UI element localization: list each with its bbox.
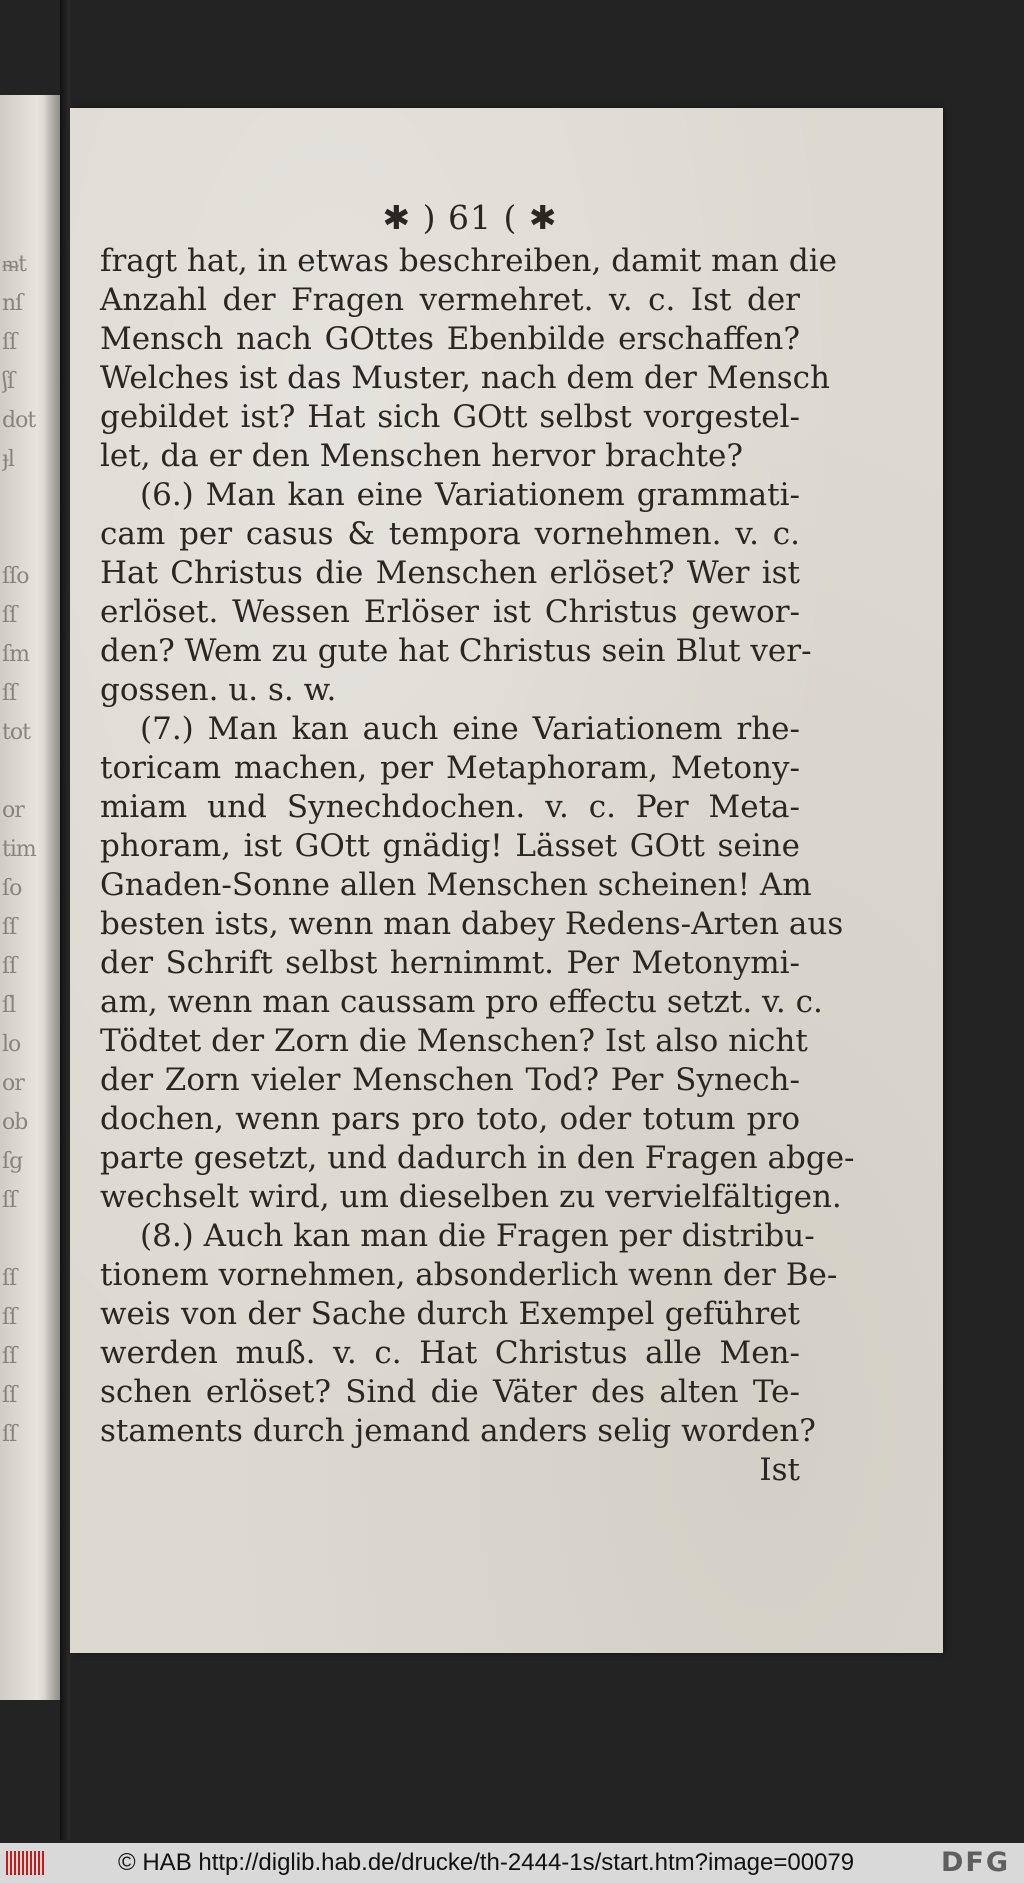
body-text <box>100 242 855 1451</box>
fragment-line: ɟl <box>2 447 14 472</box>
footer-credit-link[interactable]: © HAB http://diglib.hab.de/drucke/th-2444-1s/start.htm?image=00079 <box>118 1849 855 1876</box>
text-line: erlöset. Wessen Erlöser ist Christus gewor- <box>100 594 800 630</box>
fragment-line <box>2 1220 50 1259</box>
text-line: (7.) Man kan auch eine Variationem rhe- <box>140 711 800 747</box>
text-line: dochen, wenn pars pro toto, oder totum pro <box>100 1101 800 1137</box>
text-line: wechselt wird, um dieselben zu vervielfältigen. <box>100 1179 842 1215</box>
text-line: gebildet ist? Hat sich GOtt selbst vorgestel- <box>100 399 800 435</box>
page-text-block <box>100 198 855 1490</box>
text-line: fragt hat, in etwas beschreiben, damit man die <box>100 243 837 279</box>
text-line: werden muß. v. c. Hat Christus alle Men- <box>100 1335 800 1371</box>
text-line: parte gesetzt, und dadurch in den Fragen abge- <box>100 1140 855 1176</box>
fragment-line: ſl <box>2 993 16 1018</box>
fragment-line: or <box>2 798 24 823</box>
text-line: staments durch jemand anders selig worden? <box>100 1413 816 1449</box>
previous-page-fragments <box>2 245 50 1454</box>
fragment-line <box>2 518 50 557</box>
text-line: toricam machen, per Metaphoram, Metony- <box>100 750 800 786</box>
fragment-line: ſg <box>2 1149 23 1174</box>
fragment-line: ſſ <box>2 954 17 979</box>
fragment-line: nſ <box>2 291 23 316</box>
dfg-logo: DFG <box>940 1847 1010 1878</box>
page-header: ✱ ) 61 ( ✱ <box>382 198 558 237</box>
fragment-line <box>2 479 50 518</box>
text-line: Anzahl der Fragen vermehret. v. c. Ist der <box>100 282 800 318</box>
barcode-icon <box>6 1851 46 1875</box>
fragment-line: ſſ <box>2 681 17 706</box>
text-line: besten ists, wenn man dabey Redens-Arten aus <box>100 906 844 942</box>
fragment-line: ob <box>2 1110 28 1135</box>
fragment-line: ſſ <box>2 1344 17 1369</box>
text-line: am, wenn man caussam pro effectu setzt. v. c. <box>100 984 823 1020</box>
text-line: Tödtet der Zorn die Menschen? Ist also nicht <box>100 1023 808 1059</box>
fragment-line: lo <box>2 1032 21 1057</box>
text-line: Gnaden-Sonne allen Menschen scheinen! Am <box>100 867 812 903</box>
footer-bar <box>0 1843 1024 1883</box>
book-gutter <box>60 0 70 1840</box>
fragment-line: ſſ <box>2 1422 17 1447</box>
fragment-line: ſſ <box>2 1305 17 1330</box>
fragment-line: ſſ <box>2 603 17 628</box>
catchword: Ist <box>759 1452 800 1488</box>
text-line: (6.) Man kan eine Variationem grammati- <box>140 477 800 513</box>
text-line: der Zorn vieler Menschen Tod? Per Synech- <box>100 1062 800 1098</box>
scanned-page <box>70 108 943 1653</box>
text-line: gossen. u. s. w. <box>100 672 337 708</box>
fragment-line: ᵯt <box>2 252 26 277</box>
text-line: let, da er den Menschen hervor brachte? <box>100 438 743 474</box>
fragment-line <box>2 752 50 791</box>
previous-page-edge <box>0 95 62 1700</box>
fragment-line: dot <box>2 408 36 433</box>
fragment-line: ſo <box>2 876 22 901</box>
text-line: (8.) Auch kan man die Fragen per distribu- <box>140 1218 815 1254</box>
fragment-line: ſſ <box>2 1383 17 1408</box>
fragment-line: ſſ <box>2 1188 17 1213</box>
fragment-line: tim <box>2 837 36 862</box>
fragment-line: ſſ <box>2 330 17 355</box>
text-line: tionem vornehmen, absonderlich wenn der Be- <box>100 1257 838 1293</box>
fragment-line: ſſ <box>2 1266 17 1291</box>
fragment-line: ſſo <box>2 564 29 589</box>
text-line: Welches ist das Muster, nach dem der Mensch <box>100 360 831 396</box>
fragment-line: tot <box>2 720 30 745</box>
fragment-line: or <box>2 1071 24 1096</box>
text-line: Hat Christus die Menschen erlöset? Wer ist <box>100 555 800 591</box>
text-line: weis von der Sache durch Exempel geführet <box>100 1296 800 1332</box>
text-line: der Schrift selbst hernimmt. Per Metonymi- <box>100 945 800 981</box>
fragment-line: ʃſ <box>2 369 15 394</box>
text-line: cam per casus & tempora vornehmen. v. c. <box>100 516 800 552</box>
text-line: phoram, ist GOtt gnädig! Lässet GOtt seine <box>100 828 800 864</box>
text-line: miam und Synechdochen. v. c. Per Meta- <box>100 789 800 825</box>
text-line: Mensch nach GOttes Ebenbilde erschaffen? <box>100 321 800 357</box>
fragment-line: ſm <box>2 642 30 667</box>
text-line: schen erlöset? Sind die Väter des alten Te- <box>100 1374 800 1410</box>
text-line: den? Wem zu gute hat Christus sein Blut ver- <box>100 633 812 669</box>
fragment-line: ſſ <box>2 915 17 940</box>
